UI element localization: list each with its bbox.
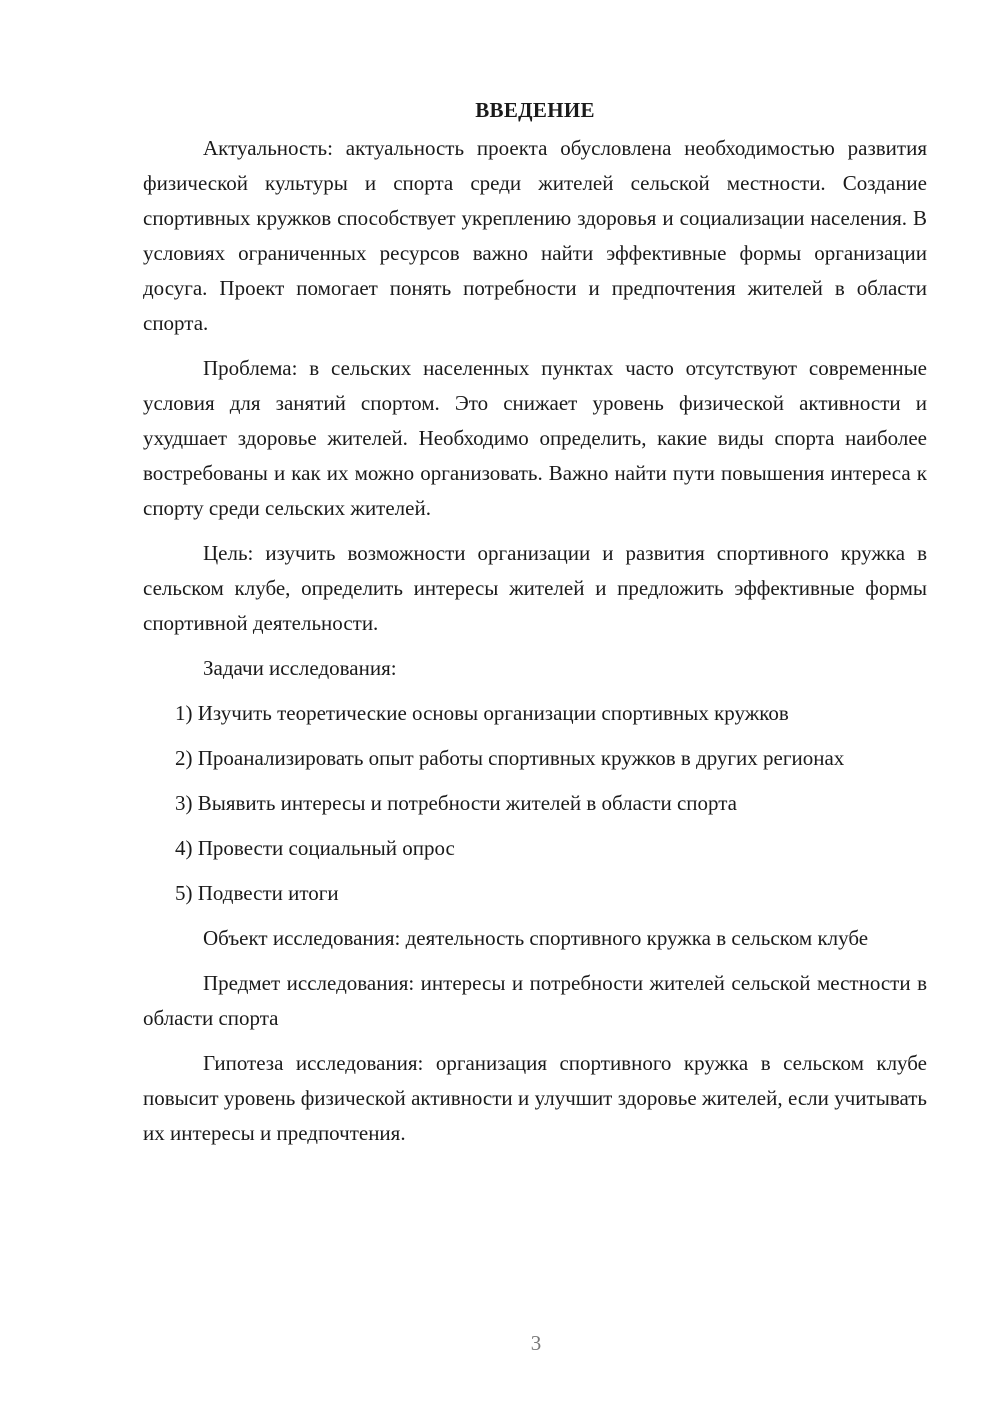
document-page: [143, 93, 927, 1161]
document-heading: ВВЕДЕНИЕ: [475, 98, 595, 122]
relevance-paragraph: Актуальность: актуальность проекта обусловлена необходимостью развития физической культуры и спорта среди жителей сельской местности. Создание спортивных кружков способствует укреплению здоровья и социализации населения. В условиях ограниченных ресурсов важно найти эффективные формы организации досуга. Проект помогает понять потребности и предпочтения жителей в области спорта.: [143, 136, 927, 335]
task-item: 5) Подвести итоги: [175, 881, 339, 905]
task-item: 2) Проанализировать опыт работы спортивных кружков в других регионах: [175, 746, 845, 770]
problem-paragraph: Проблема: в сельских населенных пунктах часто отсутствуют современные условия для занятий спортом. Это снижает уровень физической активности и ухудшает здоровье жителей. Необходимо определить, какие виды спорта наиболее востребованы и как их можно организовать. Важно найти пути повышения интереса к спорту среди сельских жителей.: [143, 356, 927, 520]
subject-paragraph: Предмет исследования: интересы и потребности жителей сельской местности в области спорта: [143, 971, 927, 1030]
goal-paragraph: Цель: изучить возможности организации и развития спортивного кружка в сельском клубе, определить интересы жителей и предложить эффективные формы спортивной деятельности.: [143, 541, 927, 635]
task-item: 1) Изучить теоретические основы организации спортивных кружков: [175, 701, 789, 725]
task-item: 3) Выявить интересы и потребности жителей в области спорта: [175, 791, 737, 815]
tasks-title: Задачи исследования:: [203, 656, 397, 680]
hypothesis-paragraph: Гипотеза исследования: организация спортивного кружка в сельском клубе повысит уровень физической активности и улучшит здоровье жителей, если учитывать их интересы и предпочтения.: [143, 1051, 927, 1145]
object-paragraph: Объект исследования: деятельность спортивного кружка в сельском клубе: [203, 926, 869, 950]
task-item: 4) Провести социальный опрос: [175, 836, 455, 860]
page-number: 3: [530, 1331, 542, 1355]
